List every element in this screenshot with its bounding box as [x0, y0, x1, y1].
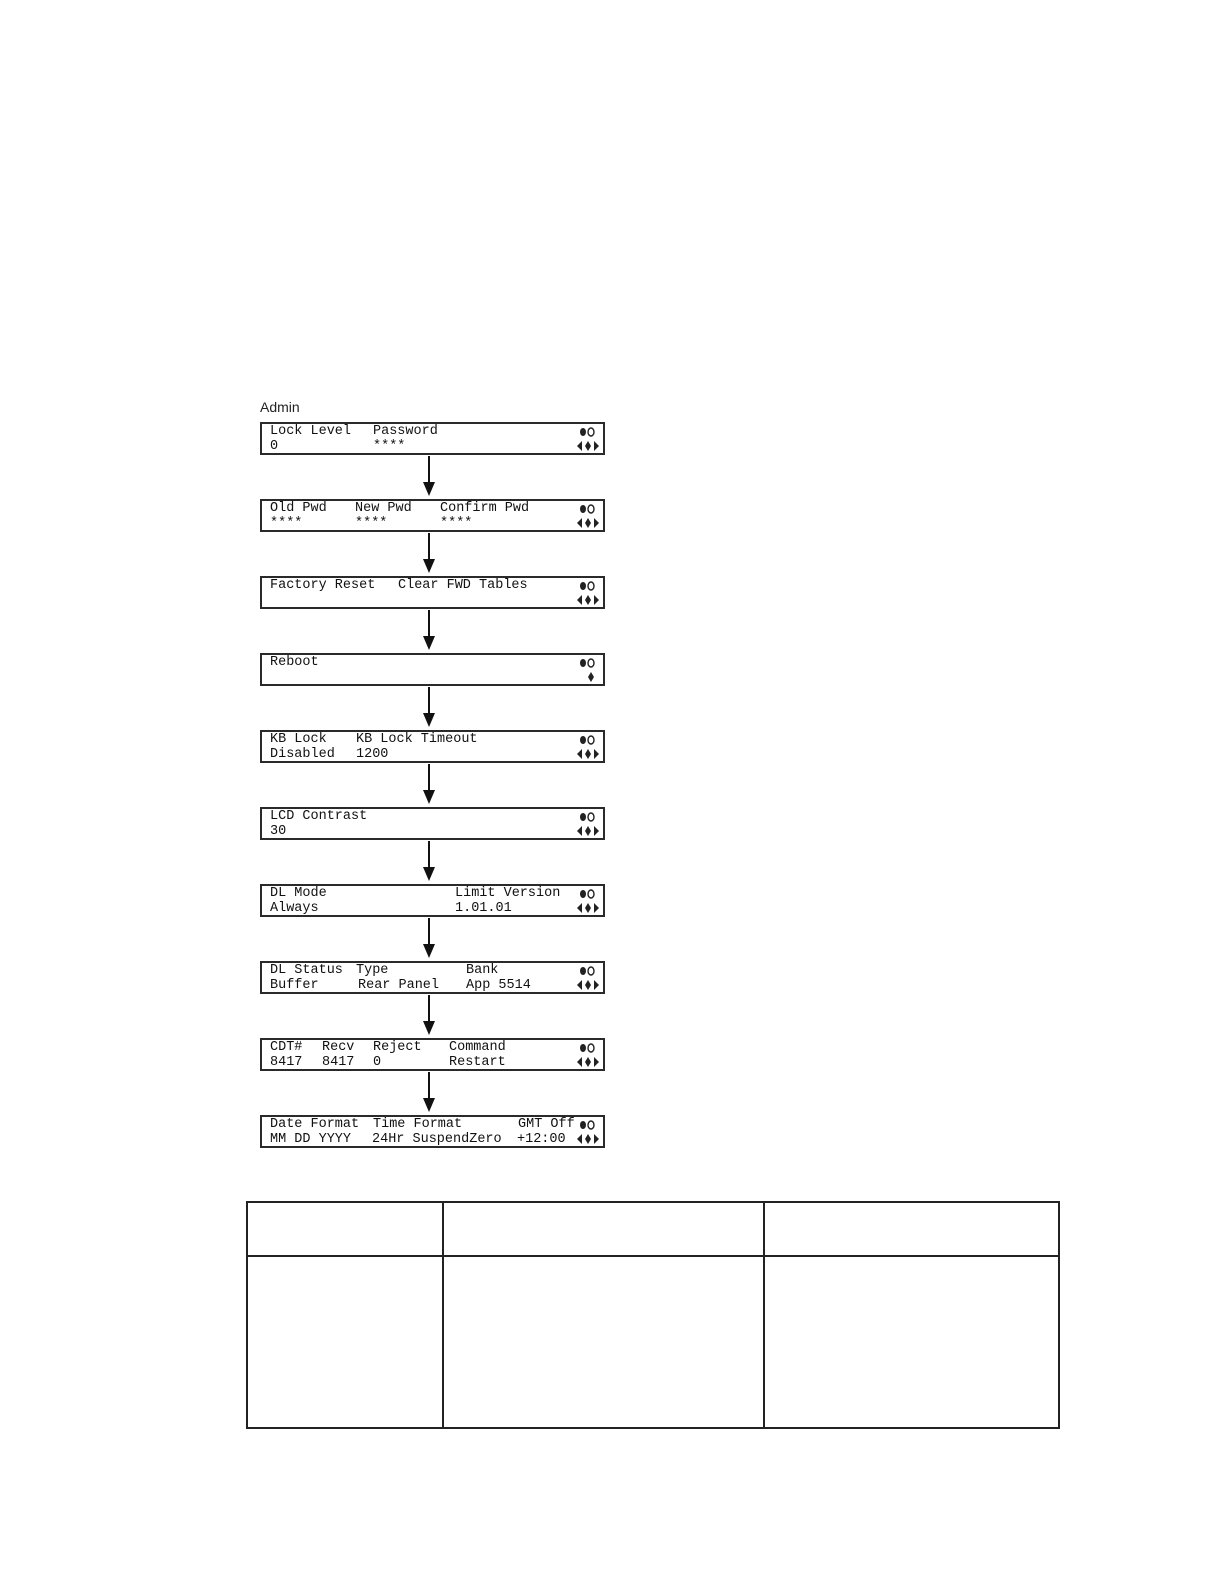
lcd-screen-reset: [260, 576, 605, 609]
left-updown-right-icon: [577, 826, 599, 836]
lcd-value: 0: [270, 439, 279, 454]
lcd-label: CDT#: [270, 1040, 303, 1055]
lcd-value: MM DD YYYY: [270, 1132, 352, 1147]
lcd-label: Date Format: [270, 1117, 360, 1132]
admin-menu-title: Admin: [260, 399, 300, 415]
lcd-label: KB Lock: [270, 732, 327, 747]
lcd-label: Command: [449, 1040, 506, 1055]
empty-table: [246, 1201, 1060, 1429]
lcd-value: 0: [373, 1055, 382, 1070]
enter-escape-icon: [579, 812, 595, 822]
lcd-label: Old Pwd: [270, 501, 327, 516]
lcd-value: 24Hr SuspendZero: [372, 1132, 502, 1147]
left-updown-right-icon: [577, 595, 599, 605]
lcd-screen-date-time: [260, 1115, 605, 1148]
lcd-label: GMT Off: [518, 1117, 575, 1132]
table-header-row: [247, 1202, 1059, 1256]
lcd-screen-reboot: [260, 653, 605, 686]
left-updown-right-icon: [577, 441, 599, 451]
lcd-value: Disabled: [270, 747, 335, 762]
lcd-value: Restart: [449, 1055, 506, 1070]
flow-arrow: [427, 610, 431, 650]
lcd-value: App 5514: [466, 978, 531, 993]
table-header-cell: [443, 1202, 764, 1256]
lcd-value: ****: [270, 516, 303, 531]
enter-escape-icon: [579, 966, 595, 976]
left-updown-right-icon: [577, 903, 599, 913]
updown-icon: [587, 672, 595, 682]
enter-escape-icon: [579, 658, 595, 668]
flow-arrow: [427, 1072, 431, 1112]
left-updown-right-icon: [577, 980, 599, 990]
flow-arrow: [427, 456, 431, 496]
lcd-screen-dl-status: [260, 961, 605, 994]
table-cell: [764, 1256, 1059, 1428]
lcd-label: Clear FWD Tables: [398, 578, 528, 593]
lcd-value: 1200: [356, 747, 389, 762]
lcd-label: Factory Reset: [270, 578, 376, 593]
left-updown-right-icon: [577, 518, 599, 528]
lcd-label: Recv: [322, 1040, 355, 1055]
lcd-value: +12:00: [517, 1132, 566, 1147]
lcd-label: Password: [373, 424, 438, 439]
lcd-value: 8417: [322, 1055, 355, 1070]
lcd-label: Limit Version: [455, 886, 561, 901]
lcd-label: Reject: [373, 1040, 422, 1055]
lcd-screen-cdt: [260, 1038, 605, 1071]
left-updown-right-icon: [577, 1134, 599, 1144]
table-cell: [443, 1256, 764, 1428]
lcd-label: Bank: [466, 963, 499, 978]
left-updown-right-icon: [577, 749, 599, 759]
lcd-label: Lock Level: [270, 424, 352, 439]
lcd-label: Type: [356, 963, 389, 978]
flow-arrow: [427, 764, 431, 804]
lcd-value: Buffer: [270, 978, 319, 993]
lcd-label: DL Status: [270, 963, 343, 978]
enter-escape-icon: [579, 504, 595, 514]
lcd-value: ****: [355, 516, 388, 531]
flow-arrow: [427, 995, 431, 1035]
left-updown-right-icon: [577, 1057, 599, 1067]
table-header-cell: [247, 1202, 443, 1256]
lcd-value: ****: [373, 439, 406, 454]
table-cell: [247, 1256, 443, 1428]
lcd-label: Time Format: [373, 1117, 463, 1132]
enter-escape-icon: [579, 889, 595, 899]
lcd-value: 30: [270, 824, 287, 839]
lcd-value: 8417: [270, 1055, 303, 1070]
table-header-cell: [764, 1202, 1059, 1256]
lcd-value: 1.01.01: [455, 901, 512, 916]
enter-escape-icon: [579, 581, 595, 591]
enter-escape-icon: [579, 735, 595, 745]
lcd-screen-kb-lock: [260, 730, 605, 763]
lcd-label: KB Lock Timeout: [356, 732, 478, 747]
lcd-label: DL Mode: [270, 886, 327, 901]
lcd-label: LCD Contrast: [270, 809, 368, 824]
flow-arrow: [427, 533, 431, 573]
lcd-label: Confirm Pwd: [440, 501, 530, 516]
enter-escape-icon: [579, 1120, 595, 1130]
lcd-screen-dl-mode: [260, 884, 605, 917]
lcd-value: Rear Panel: [358, 978, 440, 993]
flow-arrow: [427, 841, 431, 881]
flow-arrow: [427, 687, 431, 727]
enter-escape-icon: [579, 1043, 595, 1053]
table-row: [247, 1256, 1059, 1428]
lcd-value: Always: [270, 901, 319, 916]
lcd-label: New Pwd: [355, 501, 412, 516]
lcd-screen-lcd-contrast: [260, 807, 605, 840]
lcd-screen-password: [260, 499, 605, 532]
enter-escape-icon: [579, 427, 595, 437]
lcd-label: Reboot: [270, 655, 319, 670]
lcd-value: ****: [440, 516, 473, 531]
lcd-screen-lock: [260, 422, 605, 455]
flow-arrow: [427, 918, 431, 958]
